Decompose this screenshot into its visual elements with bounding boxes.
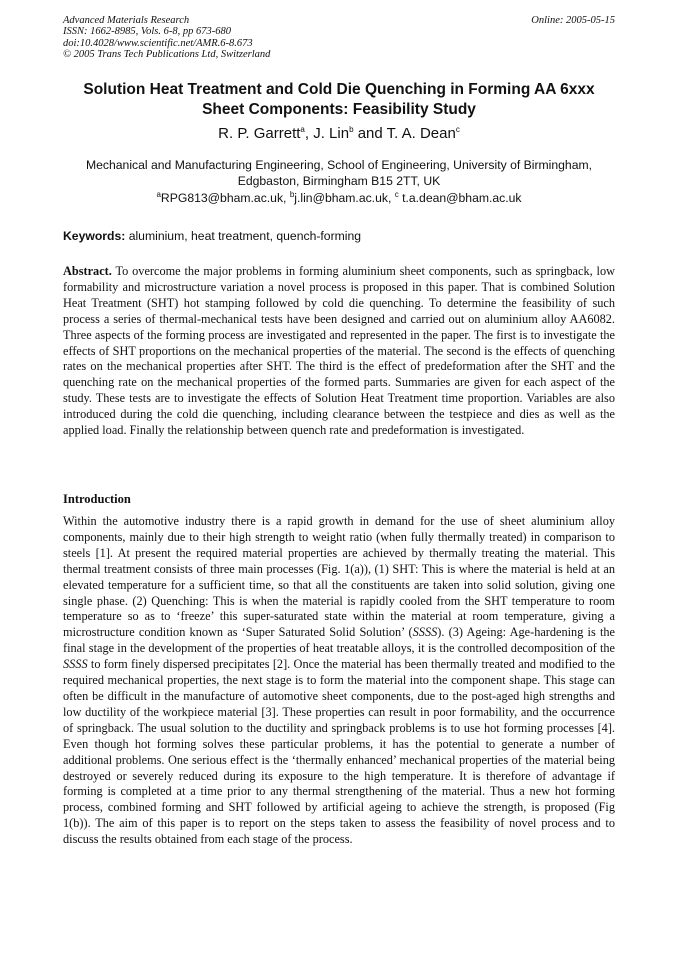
title-line-1: Solution Heat Treatment and Cold Die Quenching in Forming AA 6xxx — [83, 81, 595, 98]
affiliation — [70, 158, 608, 189]
paper-title — [50, 80, 628, 120]
author-emails — [50, 191, 628, 206]
email-link: j.lin@bham.ac.uk, — [294, 191, 395, 205]
abstract-label: Abstract. — [63, 264, 112, 278]
author-separator: , — [304, 125, 314, 142]
author-name: R. P. Garrett — [218, 125, 301, 142]
author-name: J. Lin — [313, 125, 350, 142]
email-mark: c — [394, 189, 399, 199]
abstract-text: To overcome the major problems in forming aluminium sheet components, such as springback, low formability and microstructure variation a novel process is proposed in this paper. That is combined Solution Heat Treatment (SHT) hot stamping followed by cold die quenching. To determine the feasibility of such process a series of thermal-mechanical tests have been designed and carried out on aluminium alloy AA6082. Three aspects of the forming process are investigated and represented in the paper. The first is to investigate the effects of SHT proportions on the mechanical properties of the material. The second is the effects of quenching rates on the mechanical properties after SHT. The third is the effect of predeformation after the SHT and the quenching rate on the mechanical properties of the formed parts. Summaries are given for each aspect of the study. These tests are to investigate the effects of Solution Heat Treatment time proportion. Variables are also introduced during the cold die quenching, including clearance between the testpiece and dies as well as the applied load. Finally the relationship between quench rate and predeformation is investigated. — [63, 264, 615, 438]
journal-copyright: © 2005 Trans Tech Publications Ltd, Switzerland — [63, 48, 271, 60]
keywords — [63, 229, 615, 244]
intro-text-3: to form finely dispersed precipitates [2]. Once the material has been thermally treated and modified to the required mechanical properties, the next stage is to form the material into the component shape. This stage can often be difficult in the manufacture of automotive sheet components, due to the post-aged high strengths and low ductility of the workpiece material [3]. These properties can result in poor formability, and the occurrence of springback. The usual solution to the ductility and springback problems is to use hot forming processes [4]. Even though hot forming solves these particular problems, it has the potential to generate a number of additional problems. One serious effect is the ‘thermally enhanced’ mechanical properties of the material being destroyed or severely reduced during its exposure to the high temperature. It is therefore of advantage if forming is completed at a time prior to any thermal strengthening of the material. Thus a new hot forming process, combined forming and SHT followed by artificial ageing to achieve the strength, is proposed (Fig 1(b)). The aim of this paper is to report on the steps taken to assess the feasibility of novel process and to discuss the results obtained from each stage of the process. — [63, 657, 615, 847]
online-date: Online: 2005-05-15 — [531, 15, 615, 26]
intro-ssss-italic: SSSS — [63, 657, 88, 672]
email-mark: b — [289, 189, 295, 199]
affiliation-line-2: Edgbaston, Birmingham B15 2TT, UK — [237, 173, 441, 188]
journal-issn: ISSN: 1662-8985, Vols. 6-8, pp 673-680 — [63, 26, 231, 38]
affiliation-line-1: Mechanical and Manufacturing Engineering, School of Engineering, University of Birmingham, — [85, 158, 593, 172]
author-list — [50, 124, 628, 144]
author-affiliation-mark: b — [349, 125, 354, 134]
title-line-2: Sheet Components: Feasibility Study — [202, 101, 476, 118]
keywords-text: aluminium, heat treatment, quench-forming — [125, 229, 362, 243]
journal-name: Advanced Materials Research — [63, 15, 190, 26]
introduction-paragraph — [63, 514, 615, 848]
author-separator: and — [353, 125, 387, 142]
section-heading-introduction: Introduction — [63, 492, 131, 506]
journal-doi: doi:10.4028/www.scientific.net/AMR.6-8.673 — [63, 37, 253, 49]
email-mark: a — [156, 189, 161, 199]
keywords-label: Keywords: — [63, 229, 126, 243]
intro-text-2: ). (3) Ageing: Age-hardening is the final stage in the development of the properties of heat treatable alloys, it is the controlled decomposition of the — [63, 625, 615, 656]
intro-ssss-italic: SSSS — [412, 625, 438, 640]
author-affiliation-mark: c — [455, 125, 460, 134]
abstract — [63, 264, 615, 439]
email-link: t.a.dean@bham.ac.uk — [398, 191, 522, 205]
journal-header — [63, 15, 615, 60]
intro-text-1: Within the automotive industry there is a rapid growth in demand for the use of sheet aluminium alloy components, mainly due to their high strength to weight ratio (when fully thermally treated) in comparison to steels [1]. At present the required material properties are achieved by thermally treating the material. This thermal treatment consists of three main processes (Fig. 1(a)), (1) SHT: This is where the material is held at an elevated temperature for a sufficient time, so that all the constituents are taken into solid solution, giving one single phase. (2) Quenching: This is when the material is rapidly cooled from the SHT temperature to room temperature so as to ‘freeze’ this super-saturated state within the material at room temperature, giving a microstructure condition known as ‘Super Saturated Solid Solution’ ( — [63, 514, 615, 640]
email-link: RPG813@bham.ac.uk, — [160, 191, 290, 205]
author-name: T. A. Dean — [386, 125, 456, 142]
author-affiliation-mark: a — [300, 125, 305, 134]
